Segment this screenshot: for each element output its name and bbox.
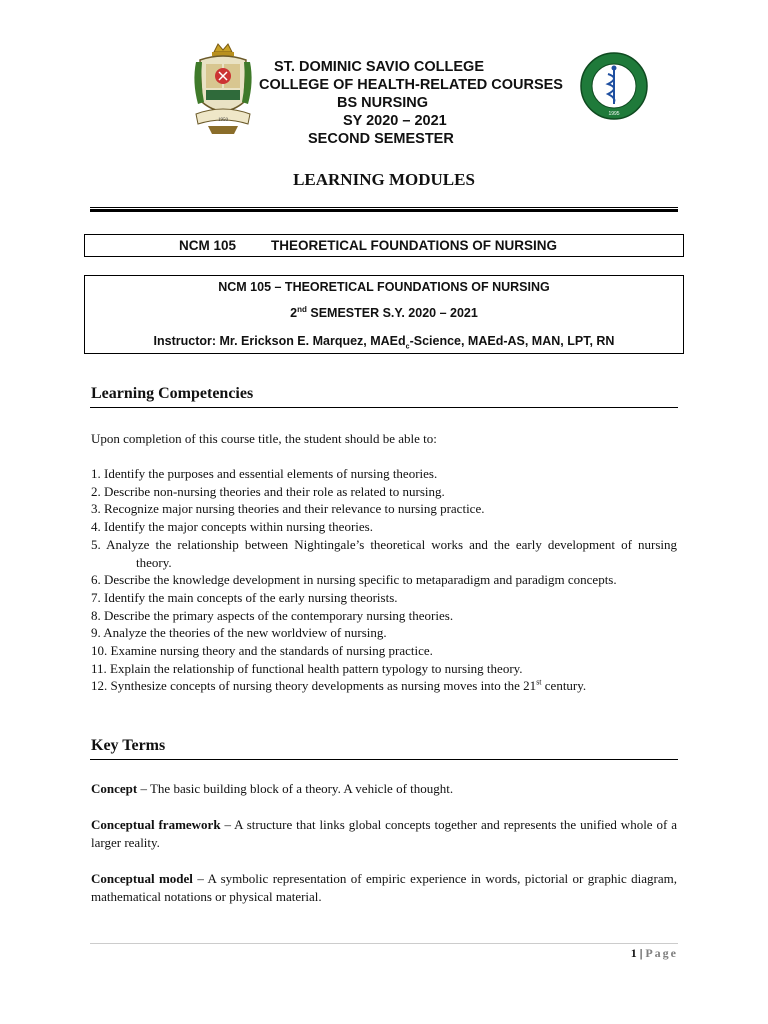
- list-item: 3. Recognize major nursing theories and their relevance to nursing practice.: [91, 501, 485, 517]
- last-item-text: 12. Synthesize concepts of nursing theory developments as nursing moves into the 21: [91, 678, 537, 694]
- health-college-seal-logo: [580, 52, 648, 120]
- list-item: 8. Describe the primary aspects of the contemporary nursing theories.: [91, 607, 454, 623]
- page-number-footer: [631, 946, 678, 961]
- course-info-title: NCM 105 – THEORETICAL FOUNDATIONS OF NURSING: [218, 280, 550, 294]
- competencies-heading: Learning Competencies: [91, 385, 254, 402]
- course-code: NCM 105: [179, 238, 237, 253]
- seal-year: 1995: [608, 111, 620, 117]
- course-info-semester: [85, 306, 683, 320]
- competencies-intro: Upon completion of this course title, the student should be able to:: [91, 431, 437, 446]
- key-terms-heading: Key Terms: [91, 737, 166, 754]
- term-concept: [91, 780, 677, 798]
- course-name: THEORETICAL FOUNDATIONS OF NURSING: [271, 238, 557, 253]
- term-conceptual-model: [91, 870, 677, 906]
- term-label: Conceptual framework: [91, 817, 221, 832]
- term-conceptual-framework: [91, 816, 677, 852]
- department-name: COLLEGE OF HEALTH-RELATED COURSES: [259, 77, 563, 93]
- list-item: 1. Identify the purposes and essential elements of nursing theories.: [91, 466, 438, 481]
- list-item: 10. Examine nursing theory and the standards of nursing practice.: [91, 643, 433, 659]
- learning-modules-title: LEARNING MODULES: [293, 170, 475, 189]
- footer-rule: [90, 943, 678, 944]
- key-terms-rule: [90, 759, 678, 760]
- last-item-end: century.: [541, 678, 587, 694]
- college-crest-logo: [192, 42, 254, 136]
- term-definition: – A symbolic representation of empiric experience in words, pictorial or graphic diagram, mathematical notations or physical material.: [91, 871, 678, 904]
- instructor-subscript: c: [405, 343, 410, 351]
- instructor-text: Instructor: Mr. Erickson E. Marquez, MAEd: [153, 334, 406, 348]
- list-item: 9. Analyze the theories of the new worldview of nursing.: [91, 625, 387, 641]
- college-name: ST. DOMINIC SAVIO COLLEGE: [274, 59, 484, 75]
- course-info-box: [84, 275, 684, 354]
- semester-text: SEMESTER S.Y. 2020 – 2021: [306, 306, 478, 320]
- list-item: 2. Describe non-nursing theories and their role as related to nursing.: [91, 483, 445, 499]
- competencies-rule: [90, 407, 678, 408]
- course-info-instructor: [85, 334, 683, 351]
- list-item: 6. Describe the knowledge development in nursing specific to metaparadigm and paradigm concepts.: [91, 572, 617, 588]
- school-year: SY 2020 – 2021: [343, 113, 447, 129]
- semester: SECOND SEMESTER: [308, 131, 454, 147]
- term-label: Conceptual model: [91, 871, 193, 886]
- competencies-list: [91, 465, 677, 695]
- header-divider: [90, 207, 678, 212]
- term-definition: – A structure that links global concepts together and represents the unified whole of a larger reality.: [91, 817, 677, 850]
- term-label: Concept: [91, 781, 138, 796]
- page-label: Page: [645, 946, 678, 960]
- course-title-box: [84, 234, 684, 257]
- instructor-credentials: -Science, MAEd-AS, MAN, LPT, RN: [409, 334, 615, 348]
- century-ordinal: st: [536, 678, 542, 688]
- list-item: 4. Identify the major concepts within nursing theories.: [91, 519, 373, 535]
- svg-text:1950: 1950: [218, 118, 228, 123]
- list-item: 7. Identify the main concepts of the early nursing theorists.: [91, 589, 398, 605]
- page-number: 1: [630, 946, 637, 960]
- term-definition: – The basic building block of a theory. A vehicle of thought.: [137, 781, 454, 796]
- list-item: [91, 677, 677, 695]
- semester-number: 2: [290, 306, 298, 320]
- page-separator: |: [636, 946, 646, 960]
- program-name: BS NURSING: [337, 95, 429, 111]
- list-item: 5. Analyze the relationship between Nightingale’s theoretical works and the early development of nursing theory.: [91, 536, 677, 570]
- list-item: 11. Explain the relationship of functional health pattern typology to nursing theory.: [91, 660, 523, 676]
- semester-ordinal: nd: [297, 304, 307, 314]
